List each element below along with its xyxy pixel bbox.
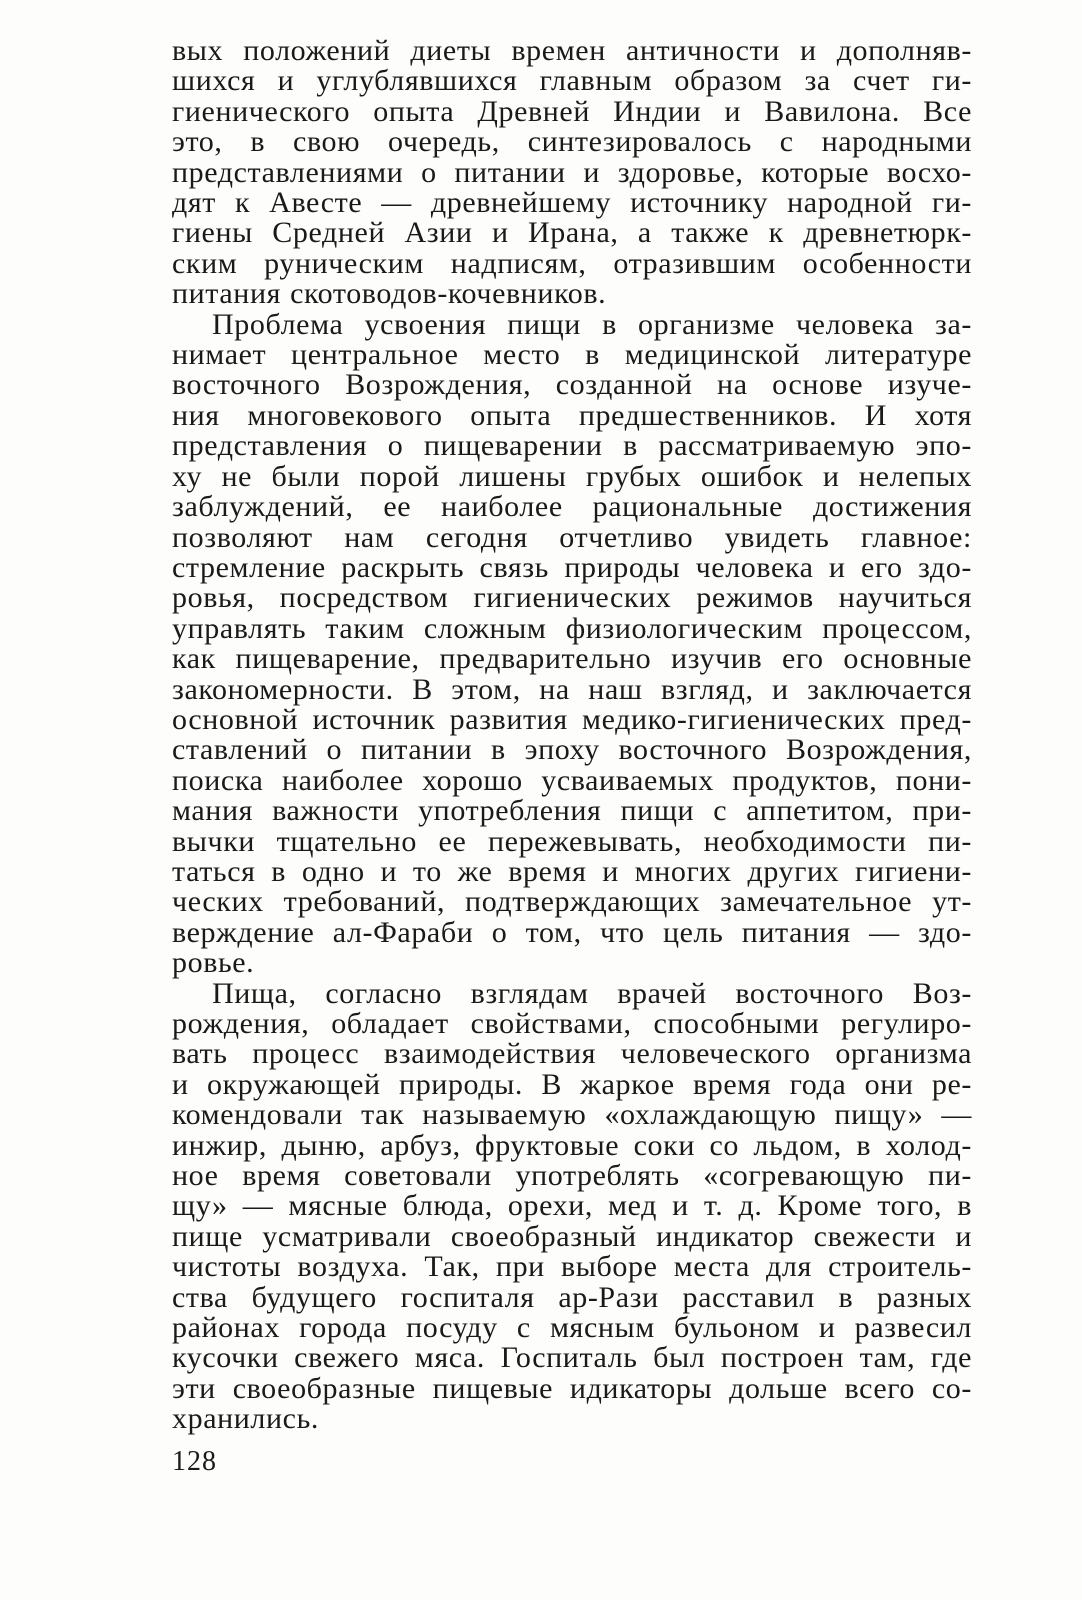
text-line: заблуждений, ее наиболее рациональные достижения — [172, 490, 972, 524]
text-line: позволяют нам сегодня отчетливо увидеть главное: — [172, 520, 972, 554]
text-line: представления о пищеварении в рассматриваемую эпо- — [172, 429, 972, 463]
text-line: вать процесс взаимодействия человеческого организма — [172, 1037, 972, 1071]
text-line: районах города посуду с мясным бульоном и развесил — [172, 1311, 972, 1345]
text-line: эти своеобразные пищевые идикаторы дольше всего со- — [172, 1371, 972, 1405]
paragraph — [172, 36, 972, 310]
text-line: закономерности. В этом, на наш взгляд, и заключается — [172, 672, 972, 706]
body-text — [172, 36, 972, 1435]
text-line: хранились. — [172, 1402, 319, 1436]
text-line: и окружающей природы. В жаркое время года они ре- — [172, 1067, 972, 1101]
text-line: гиены Средней Азии и Ирана, а также к древнетюрк- — [172, 216, 972, 250]
text-line: восточного Возрождения, созданной на основе изуче- — [172, 368, 972, 402]
text-line: пище усматривали своеобразный индикатор свежести и — [172, 1219, 972, 1253]
text-line: щу» — мясные блюда, орехи, мед и т. д. Кроме того, в — [172, 1189, 972, 1223]
text-line: таться в одно и то же время и многих других гигиени- — [172, 854, 972, 888]
text-line: ровье. — [172, 946, 255, 980]
text-line: кусочки свежего мяса. Госпиталь был построен там, где — [172, 1341, 972, 1375]
text-line: нимает центральное место в медицинской литературе — [172, 338, 972, 372]
text-line: комендовали так называемую «охлаждающую пищу» — — [172, 1098, 972, 1132]
text-line: ния многовекового опыта предшественников. И хотя — [172, 398, 972, 432]
text-line: вычки тщательно ее пережевывать, необходимости пи- — [172, 824, 972, 858]
text-line: шихся и углублявшихся главным образом за счет ги- — [172, 64, 972, 98]
text-line: ским руническим надписям, отразившим особенности — [172, 246, 972, 280]
text-line: ства будущего госпиталя ар-Рази расставил в разных — [172, 1280, 972, 1314]
text-line: гиенического опыта Древней Индии и Вавилона. Все — [172, 94, 972, 128]
text-line: ровья, посредством гигиенических режимов научиться — [172, 581, 972, 615]
text-line: питания скотоводов-кочевников. — [172, 277, 607, 311]
text-line: ческих требований, подтверждающих замечательное ут- — [172, 885, 972, 919]
text-line: Проблема усвоения пищи в организме человека за- — [212, 307, 972, 341]
text-line: ставлений о питании в эпоху восточного Возрождения, — [172, 733, 972, 767]
text-line: рождения, обладает свойствами, способными регулиро- — [172, 1007, 972, 1040]
text-line: Пища, согласно взглядам врачей восточного Воз- — [212, 976, 972, 1010]
text-line: вых положений диеты времен античности и дополняв- — [172, 34, 972, 67]
text-line: представлениями о питании и здоровье, которые восхо- — [172, 155, 972, 189]
text-line: как пищеварение, предварительно изучив его основные — [172, 642, 972, 676]
paragraph — [172, 976, 972, 1436]
text-line: ху не были порой лишены грубых ошибок и нелепых — [172, 459, 972, 493]
text-line: мания важности употребления пищи с аппетитом, при- — [172, 794, 972, 828]
text-line: чистоты воздуха. Так, при выборе места для строитель- — [172, 1250, 972, 1284]
paragraph — [172, 307, 972, 980]
text-line: основной источник развития медико-гигиенических пред- — [172, 702, 972, 736]
text-line: верждение ал-Фараби о том, что цель питания — здо- — [172, 915, 972, 949]
text-line: ное время советовали употреблять «согревающую пи- — [172, 1159, 972, 1193]
text-line: дят к Авесте — древнейшему источнику народной ги- — [172, 186, 972, 220]
text-line: поиска наиболее хорошо усваиваемых продуктов, пони- — [172, 763, 972, 797]
page-number: 128 — [172, 1446, 217, 1477]
text-line: это, в свою очередь, синтезировалось с народными — [172, 125, 972, 159]
text-line: стремление раскрыть связь природы человека и его здо- — [172, 550, 972, 584]
text-line: управлять таким сложным физиологическим процессом, — [172, 611, 972, 645]
text-line: инжир, дыню, арбуз, фруктовые соки со льдом, в холод- — [172, 1128, 972, 1162]
